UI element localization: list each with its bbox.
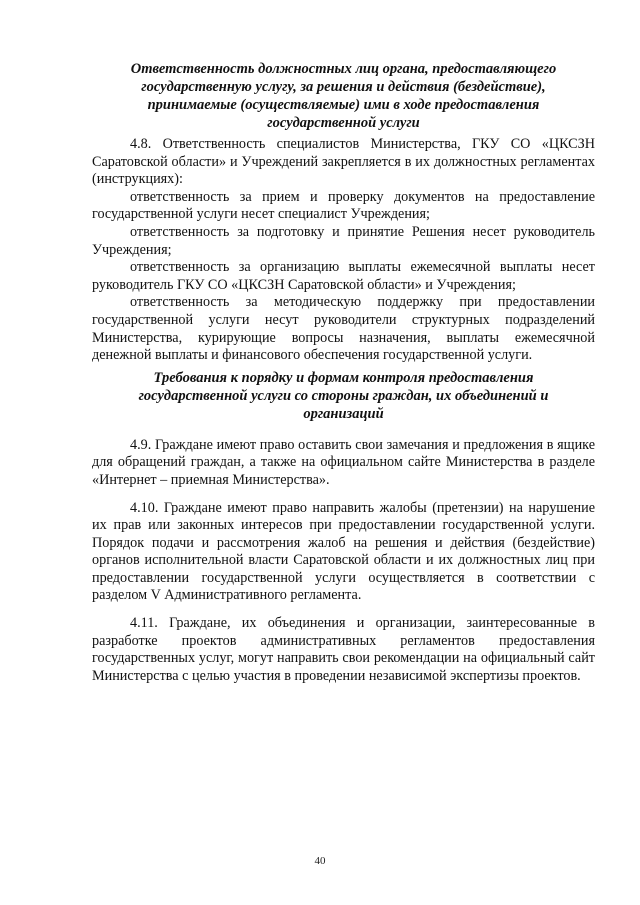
paragraph-4-11: 4.11. Граждане, их объединения и организации, заинтересованные в разработке проектов административных регламентов предоставления государственных услуг, могут направить свои рекомендации на официальный сайт Министерства с целью участия в проведении независимой экспертизы проектов. xyxy=(92,615,595,684)
paragraph-4-9: 4.9. Граждане имеют право оставить свои замечания и предложения в ящике для обращений граждан, а также на официальном сайте Министерства в разделе «Интернет – приемная Министерства». xyxy=(92,436,595,488)
document-page xyxy=(92,60,595,685)
paragraph-4-10: 4.10. Граждане имеют право направить жалобы (претензии) на нарушение их прав или законных интересов при предоставлении государственной услуги. Порядок подачи и рассмотрения жалоб на решения и действия (бездействие) органов исполнительной власти Саратовской области и их должностных лиц при предоставлении государственной услуги осуществляется в соответствии с разделом V Административного регламента. xyxy=(92,499,595,604)
section-heading-responsibility: Ответственность должностных лиц органа, предоставляющего государственную услугу, за решения и действия (бездействие), принимаемые (осуществляемые) ими в ходе предоставления государственной услуги xyxy=(130,61,557,131)
page-number: 40 xyxy=(314,855,326,867)
paragraph-4-8: 4.8. Ответственность специалистов Министерства, ГКУ СО «ЦКСЗН Саратовской области» и Учреждений закрепляется в их должностных регламентах (инструкциях): xyxy=(92,136,595,188)
paragraph-responsibility-intake: ответственность за прием и проверку документов на предоставление государственной услуги несет специалист Учреждения; xyxy=(92,188,595,223)
paragraph-responsibility-payment: ответственность за организацию выплаты ежемесячной выплаты несет руководитель ГКУ СО «ЦКСЗН Саратовской области» и Учреждения; xyxy=(92,259,595,293)
section-heading-control-requirements: Требования к порядку и формам контроля предоставления государственной услуги со стороны граждан, их объединений и организаций xyxy=(138,369,549,422)
paragraph-responsibility-decision: ответственность за подготовку и принятие Решения несет руководитель Учреждения; xyxy=(92,223,595,258)
paragraph-responsibility-methodology: ответственность за методическую поддержку при предоставлении государственной услуги несут руководители структурных подразделений Министерства, курирующие вопросы назначения, выплаты ежемесячной денежной выплаты и финансового обеспечения государственной услуги. xyxy=(92,294,595,364)
